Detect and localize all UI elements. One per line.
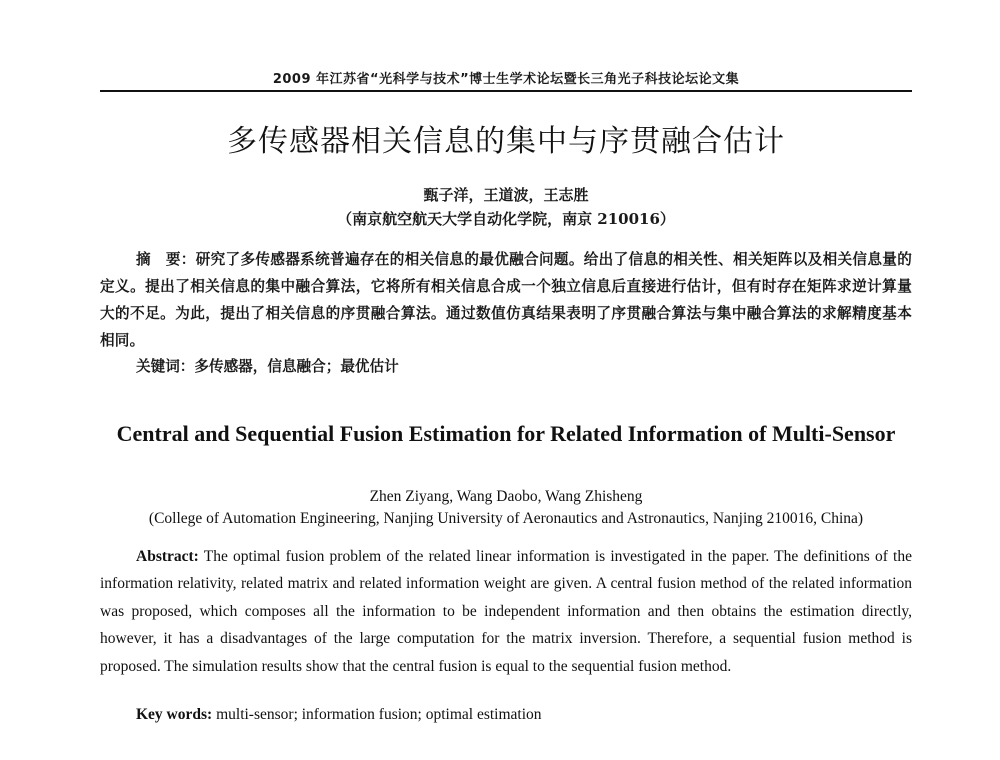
chinese-title: 多传感器相关信息的集中与序贯融合估计: [227, 124, 785, 159]
english-keywords: [136, 706, 912, 724]
chinese-keywords-text: 多传感器，信息融合；最优估计: [194, 358, 399, 375]
english-affiliation: (College of Automation Engineering, Nanjing University of Aeronautics and Astronautics, Nanjing 210016, China): [148, 510, 864, 527]
chinese-affiliation: （南京航空航天大学自动化学院，南京 210016）: [337, 210, 675, 228]
chinese-keywords: [136, 355, 912, 376]
chinese-keywords-label: 关键词：: [136, 358, 195, 375]
english-keywords-label: Key words:: [136, 706, 213, 723]
english-title: Central and Sequential Fusion Estimation for Related Information of Multi-Sensor: [116, 421, 896, 446]
english-abstract-text: The optimal fusion problem of the related linear information is investigated in the paper. The definitions of the information relativity, related matrix and related information weight are given. A central fusion method of the related information was proposed, which composes all the information to be independent information and then obtains the estimation directly, however, it has a disadvantages of the large computation for the matrix inversion. Therefore, a sequential fusion method is proposed. The simulation results show that the central fusion is equal to the sequential fusion method.: [100, 548, 912, 675]
chinese-abstract: [100, 246, 912, 354]
english-abstract: [100, 543, 912, 680]
chinese-abstract-text: 研究了多传感器系统普遍存在的相关信息的最优融合问题。给出了信息的相关性、相关矩阵以及相关信息量的定义。提出了相关信息的集中融合算法，它将所有相关信息合成一个独立信息后直接进行估计，但有时存在矩阵求逆计算量大的不足。为此，提出了相关信息的序贯融合算法。通过数值仿真结果表明了序贯融合算法与集中融合算法的求解精度基本相同。: [100, 251, 912, 349]
conference-header: 2009 年江苏省“光科学与技术”博士生学术论坛暨长三角光子科技论坛论文集: [272, 72, 740, 87]
english-authors: Zhen Ziyang, Wang Daobo, Wang Zhisheng: [369, 488, 643, 505]
english-keywords-text: multi-sensor; information fusion; optimal estimation: [216, 706, 542, 723]
english-abstract-label: Abstract:: [136, 548, 199, 565]
header-rule: [100, 90, 912, 92]
chinese-abstract-label: 摘 要：: [136, 251, 196, 268]
chinese-authors: 甄子洋，王道波，王志胜: [423, 186, 589, 204]
